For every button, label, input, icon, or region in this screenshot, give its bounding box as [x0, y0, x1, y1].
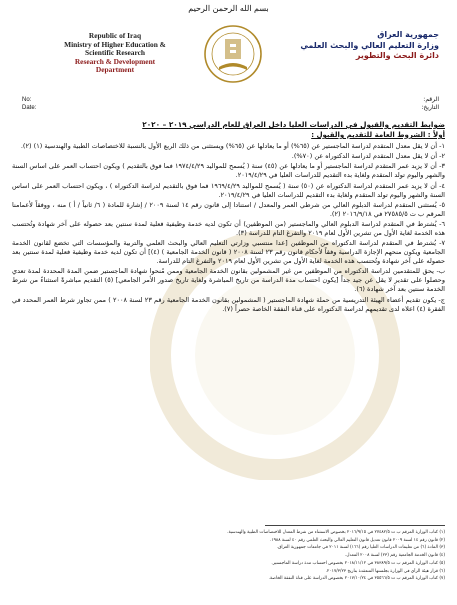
paragraph: ٣- أن لا يزيد عمر المتقدم لدراسة الماجستير أو ما يعادلها عن (٤٥) سنة ( يُسمح للمواليد ١٩٧٤/٤/٢٩ فما فوق بالتقديم ) ويكون احتساب العمر على اساس السنة والشهر واليوم تولد المتقدم ولغاية بدء التقديم للدراسات العليا في ٢٠١٩/٤/٢٩. — [12, 162, 445, 180]
footnote: (١) كتاب الوزارة المرقم ب ت ٢٧٤٨٢/٥ في ٢٠١٦/٩/١٥ بخصوص الاستثناء من شرط المعدل للاختصاصات الطبية والهندسية. — [227, 530, 445, 535]
basmala: بسم الله الرحمن الرحيم — [188, 4, 269, 13]
paragraph: ١- أن لا يقل معدل المتقدم لدراسة الماجستير عن (٦٥%) أو ما يعادلها عن (٦٥%) ويستثنى من ذلك الربع الأول بالنسبة للاختصاصات الطبية والهندسية (١) (٢). — [20, 142, 445, 150]
header-en-line-3: Scientific Research — [85, 48, 145, 58]
paragraph: ٥- يُستثنى المتقدم لدراسة الدبلوم العالي من شرطي العمر والمعدل / استنادا إلى قانون رقم ١٤ لسنة ٢٠٠٩ / إشارة للمادة ( ٦/ ثانياً / أ ) منه ، ووفقاً لأعمامنا المرقم ب ت ٢٧٥٨٥/٥ في ٢٠١٦/٩/١٨ (٢). — [12, 200, 445, 218]
section-heading: أولاً : الشروط العامة للتقديم والقبول : — [311, 131, 445, 139]
footnote: (٥) كتاب الوزارة المرقم ب ت ٣٨٣٨٩/٥ في ٢٠١٨/١١/١٢ بخصوص احتساب مدة دراسة الماجستير. — [271, 560, 445, 566]
reference-block-english — [22, 96, 36, 112]
header-ar-line-2: وزارة التعليم العالي والبحث العلمي — [300, 40, 439, 50]
header-english — [40, 32, 190, 75]
header-en-line-1: Republic of Iraq — [88, 31, 142, 40]
paragraph: ٦- يُشترط في المتقدم لدراسة الدبلوم العالي والماجستير (من الموظفين) أن تكون لديه خدمة وظيفية فعلية لمدة سنتين بعد حصوله على آخر شهادة وتُحتسب هذه الخدمة لغاية الأول من تشرين الأول لعام ٢٠١٩ والتفرغ التام للدراسة (٣). — [12, 219, 445, 237]
ministry-logo — [203, 24, 263, 84]
header-en-line-2: Ministry of Higher Education & — [64, 39, 166, 49]
footnote: (٤) قانون الخدمة الجامعية رقم (٢٣) لسنة ٢٠٠٨ المعدل. — [345, 553, 445, 559]
footnote: (٢) قانون رقم ١٤ لسنة ٢٠٠٩ قانون تعديل قانون التعليم العالي والبحث العلمي رقم ٤٠ لسنة ١٩٨٨. — [269, 537, 445, 543]
document-title: ضوابط التقديم والقبول في الدراسات العليا داخل العراق للعام الدراسي ٢٠١٩ – ٢٠٢٠ — [142, 120, 445, 129]
header-en-line-5: Department — [95, 65, 135, 75]
paragraph: ج- يكون تقديم أعضاء الهيئة التدريسية من حملة شهادة الماجستير ( المشمولين بقانون الخدمة الجامعية رقم ٢٣ لسنة ٢٠٠٨ ) ممن تجاوز شرط العمر المحدد في الفقرة (٤) اعلاه لدى تقديمهم لدراسة الدكتوراه على قناة النفقة الخاصة حصراً (٧). — [12, 295, 445, 313]
paragraph: ٤- أن لا يزيد عمر المتقدم لدراسة الدكتوراه عن (٥٠) سنة ( يُسمح للمواليد ١٩٦٩/٤/٢٩ فما فوق بالتقديم لدراسة الدكتوراه ) ، ويكون احتساب العمر على اساس السنة والشهر واليوم تولد المتقدم ولغاية بدء التقديم للدراسات العليا في ٢٠١٩/٤/٢٩. — [12, 181, 446, 199]
footnote-divider — [265, 525, 445, 526]
footnote: (٦) قرار هيئة الرأي في الوزارة بجلستها المنعقدة بتاريخ ٢٠١٧/٣/٢٣. — [325, 568, 445, 574]
footnote: (٧) كتاب الوزارة المرقم ب ت ٣٥٥٦٦/٥ في ٢٠١٧/١٠/٢٤ بخصوص الدراسة على قناة النفقة الخاصة. — [268, 576, 445, 582]
date-label-en: Date: — [22, 105, 37, 111]
reference-block-arabic — [421, 96, 439, 112]
header-ar-line-1: جمهورية العراق — [377, 30, 439, 39]
footnotes — [12, 529, 445, 583]
header-ar-line-3: دائرة البحث والتطوير — [355, 51, 439, 60]
header-en-line-4: Research & Development — [74, 56, 156, 66]
paragraph: ٢- أن لا يقل معدل المتقدم لدراسة الدكتوراه عن (٧٠%). — [291, 152, 445, 161]
paragraph: ٧- يُشترط في المتقدم لدراسة الدكتوراه من الموظفين [عدا منتسبي وزارتي التعليم العالي والبحث العلمي والتربية والمؤسسات التي تخضع لقانون الخدمة الجامعية ويكون منحهم الإجازة الدراسية وفقاً لأحكام قانون رقم ٢٣ لسنة ٢٠٠٨ ( قانون الخدمة الجامعية ) (٤)] أن تكون لديه خدمة وظيفية فعلية لمدة سنتين بعد حصوله على آخر شهادة وتُحتسب هذه الخدمة لغاية الأول من تشرين الأول لعام ٢٠١٩ والتفرغ التام للدراسة. — [12, 239, 446, 266]
header-arabic — [269, 30, 439, 62]
footnote: (٣) المادة (٦) من تعليمات الدراسات العليا رقم (١٦٦) لسنة ٢٠١١ في جامعات جمهورية العراق. — [276, 545, 445, 551]
ref-number-label-ar: الرقم: — [423, 96, 439, 103]
document-body — [12, 120, 445, 315]
ref-number-label-en: No: — [22, 97, 32, 103]
paragraph: ب- يحق للمتقدمين لدراسة الدكتوراه من الموظفين من غير المشمولين بقانون الخدمة الجامعية وممن مُنحوا شهادة الماجستير ضمن المدة المحددة لمدة تعدي وحصلوا على تقدير لا يقل عن جيد جداً [يكون احتساب مدة الدراسة من تاريخ المباشرة ولغاية تاريخ صدور الأمر الجامعي] (٥) التقديم مباشرةً استثناءً من شرط الخدمة سنتين بعد آخر شهادة (٦). — [12, 267, 445, 294]
date-label-ar: التاريخ: — [421, 104, 439, 111]
